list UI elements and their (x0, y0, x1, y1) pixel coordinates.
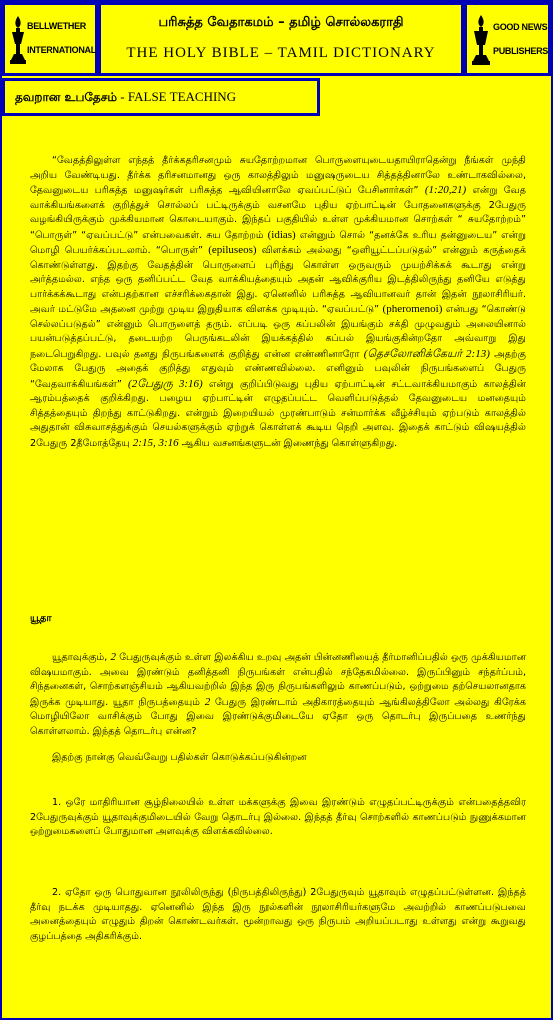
section-title-english: - FALSE TEACHING (117, 89, 237, 104)
good-news-brand-line-1: GOOD NEWS (493, 22, 548, 32)
good-news-brand-line-2: PUBLISHERS (493, 46, 549, 56)
bellwether-brand-line-2: INTERNATIONAL (27, 45, 96, 55)
reference-text: (idias) (267, 228, 296, 241)
bellwether-brand-line-1: BELLWETHER (27, 21, 86, 31)
reference-text: (தெசலோனிக்கேயர் 2:13) (363, 347, 490, 360)
body-paragraph-5 (30, 886, 526, 944)
lamp-icon (471, 13, 491, 67)
reference-text: (1:20,21) (424, 184, 467, 196)
title-box (98, 2, 464, 76)
body-text: 1. ஒரே மாதிரியான சூழ்நிலையில் உள்ள மக்களுக்கு இவை இரண்டும் எழுதப்பட்டிருக்கும் என்பதைத்தவிர 2பேதுருவுக்கும் யூதாவுக்குமிடையில் வேறு தொடர்பு இல்லை. இந்தத் தீர்வு சொற்களில் காணப்படும் நுணுக்கமான ஒற்றுமைகளைப் போதுமான அளவுக்கு விளக்கவில்லை. (30, 797, 526, 837)
reference-text: (2பேதுரு 3:16) (128, 377, 203, 390)
body-paragraph-3 (30, 751, 526, 766)
paragraph (30, 650, 526, 739)
reference-text: (epiluseos) (208, 244, 257, 256)
reference-text: 2:15, 3:16 (132, 436, 179, 449)
title-tamil: பரிசுத்த வேதாகமம் – தமிழ் சொல்லகராதி (158, 15, 404, 30)
paragraph (30, 154, 526, 451)
section-title (15, 89, 236, 106)
body-text: ஆகிய வசனங்களுடன் இணைந்து கொள்ளுகிறது. (178, 437, 398, 449)
section-heading-jude: யூதா (30, 613, 52, 624)
bellwether-logo-box (2, 2, 98, 76)
body-text: என்று வேத வாக்கியங்களைக் குறித்துச் சொல்லப் பட்டிருக்கும் வசனமே புதிய ஏற்பாட்டின் போதனைகளுக்கு 2பேதுரு வழங்கியிருக்கும் முக்கியமான கொடையாகும். இந்தப் பகுதியில் உள்ள முக்கியமான சொற்கள் “ சுயதோற்றம்” “பொருள்” “ஏவப்பட்டு” என்பவைகள். சுய தோற்றம் (30, 185, 526, 241)
bellwether-logo (5, 5, 95, 73)
reference-text: 2 (204, 695, 211, 708)
paragraph (30, 886, 526, 944)
body-text: என்பது “கொண்டு செல்லப்படுதல்” என்னும் பொருளைத் தரும். எப்படி ஒரு கப்பலின் இயங்கும் சக்தி முழுவதும் அலையினால் பயன்படுத்தப்பட்டு, தடையற்ற பெருங்கடலின் இயக்கத்தில் கப்பல் இயங்குகின்றதோ அவ்வாறு இது நடைபெறுகிறது. பவுல் தனது நிருபங்களைக் குறித்து என்ன எண்ணினாரோ (30, 304, 526, 360)
body-text: விளக்கம் அல்லது “ஒளியூட்டப்படுதல்” என்னும் கருத்தைக் கொண்டுள்ளது. இதற்கு வேதத்தின் பொருளைப் புரிந்து கொள்ள ஒருவரும் முயற்சிக்கக் கூடாது என்று அர்த்தமல்ல. எந்த ஒரு தனிப்பட்ட வேத வாக்கியத்தையும் அதன் ஆவிக்குரிய இடத்திலிருந்து தனியே எடுத்து பார்க்கக்கூடாது என்பதற்கான எச்சரிக்கைதான் இது. ஏனெனில் பரிசுத்த ஆவியானவர் தான் இதன் நூலாசிரியர். அவர் மட்டுமே அதனை முற்று முடிய இறுதியாக விளக்க முடியும். “ஏவப்பட்டு” (30, 245, 526, 315)
section-title-tamil: தவறான உபதேசம் (15, 90, 118, 104)
lamp-icon (9, 14, 27, 66)
body-paragraph-1 (30, 154, 526, 451)
body-text: 2. ஏதோ ஒரு பொதுவான நூலிலிருந்து (நிருபத்திலிருந்து) 2பேதுருவும் யூதாவும் எழுதப்பட்டுள்ளன. இந்தத் தீர்வு நடக்க முடியாதது. ஏனெனில் இந்த இரு நூல்களின் நூலாசிரியர்களுமே அவற்றில் காணப்படுபவை அனைத்தையும் எழுதும் திறன் கொண்டவர்கள். மூன்றாவது ஒரு நிருபம் அறியப்படாது உள்ளது என்று கூறுவது குழப்பத்தை அதிகரிக்கும். (30, 887, 526, 942)
body-text: “வேதத்திலுள்ள எந்தத் தீர்க்கதரிசனமும் சுயதோற்றமான பொருளையுடையதாயிராதென்று நீங்கள் முந்தி அறிய வேண்டியது. தீர்க்க தரிசனமானது ஒரு காலத்திலும் மனுஷருடைய சித்தத்தினாலே உண்டாகவில்லை, தேவனுடைய பரிசுத்த மனுஷர்கள் பரிசுத்த ஆவியினாலே ஏவப்பட்டுப் பேசினார்கள்” (30, 155, 526, 196)
body-text: என்னும் சொல் “தனக்கே உரிய தன்னுடைய” என்று மொழி பெயர்க்கப்படலாம். “பொருள்” (30, 229, 526, 256)
good-news-logo (467, 5, 548, 73)
paragraph (30, 796, 526, 840)
reference-text: (pheromenoi) (382, 303, 443, 315)
body-text: அதற்கு மேலாக பேதுரு அதைக் குறித்து எதுவும் எண்ணவில்லை. எனினும் பவுலின் நிருபங்களைப் பேதுரு “வேதவாக்கியங்கள்” (30, 348, 526, 390)
title-english: THE HOLY BIBLE – TAMIL DICTIONARY (126, 45, 436, 61)
body-text: யூதாவுக்கும், (52, 652, 111, 663)
section-title-box (2, 78, 320, 116)
body-paragraph-2 (30, 650, 526, 739)
reference-text: 2 (110, 651, 117, 663)
body-text: பேதுரு இரண்டாம் அதிகாரத்தையும் ஆங்கிலத்திலோ அல்லது கிரேக்க மொழியிலோ வாசிக்கும் போது இவை இரண்டுக்குமிடையே ஏதோ ஒரு தொடர்பு இருப்பதை உணர்ந்து கொள்ளலாம். இந்தத் தொடர்பு என்ன? (30, 696, 526, 737)
body-text: பேதுருவுக்கும் உள்ள இலக்கிய உறவு அதன் பின்னணியைத் தீர்மானிப்பதில் ஒரு முக்கியமான விஷயமாகும். அவை இரண்டும் தனித்தனி நிருபங்கள் என்பதில் சந்தேகமில்லை. இருப்பினும் சந்தர்ப்பம், சிந்தனைகள், சொற்களஞ்சியம் ஆகியவற்றில் இந்த இரு நிருபங்களிலும் காணப்படும், ஒற்றுமை தற்செயலானதாக இருக்க முடியாது. யூதா நிருபத்தையும் (30, 652, 526, 708)
body-text: என்று குறிப்பிடுவது புதிய ஏற்பாட்டின் சட்டவாக்கியமாகும் காலத்தின் ஆரம்பத்தைக் குறிக்கிறது. பழைய ஏற்பாட்டின் எழுதப்பட்ட வெளிப்படுத்தல் தேவனுடைய மனதையும் சித்தத்தையும் திறந்து காட்டுகிறது. என்றும் இறையியல் முரண்பாடும் சன்மார்க்க வீழ்ச்சியும் ஏற்படும் காலத்தில் அதுதான் விசுவாசத்துக்கும் செயல்களுக்கும் ஏற்றுக் கொள்ளக் கூடிய நெறி அளவு. இதைக் காட்டும் விஷயத்தில் 2பேதுரு 2தீமோத்தேயு (30, 378, 526, 449)
paragraph (30, 751, 526, 766)
good-news-logo-box (464, 2, 551, 76)
body-text: இதற்கு நான்கு வெவ்வேறு பதில்கள் கொடுக்கப்படுகின்றன (52, 752, 307, 763)
body-paragraph-4 (30, 796, 526, 840)
